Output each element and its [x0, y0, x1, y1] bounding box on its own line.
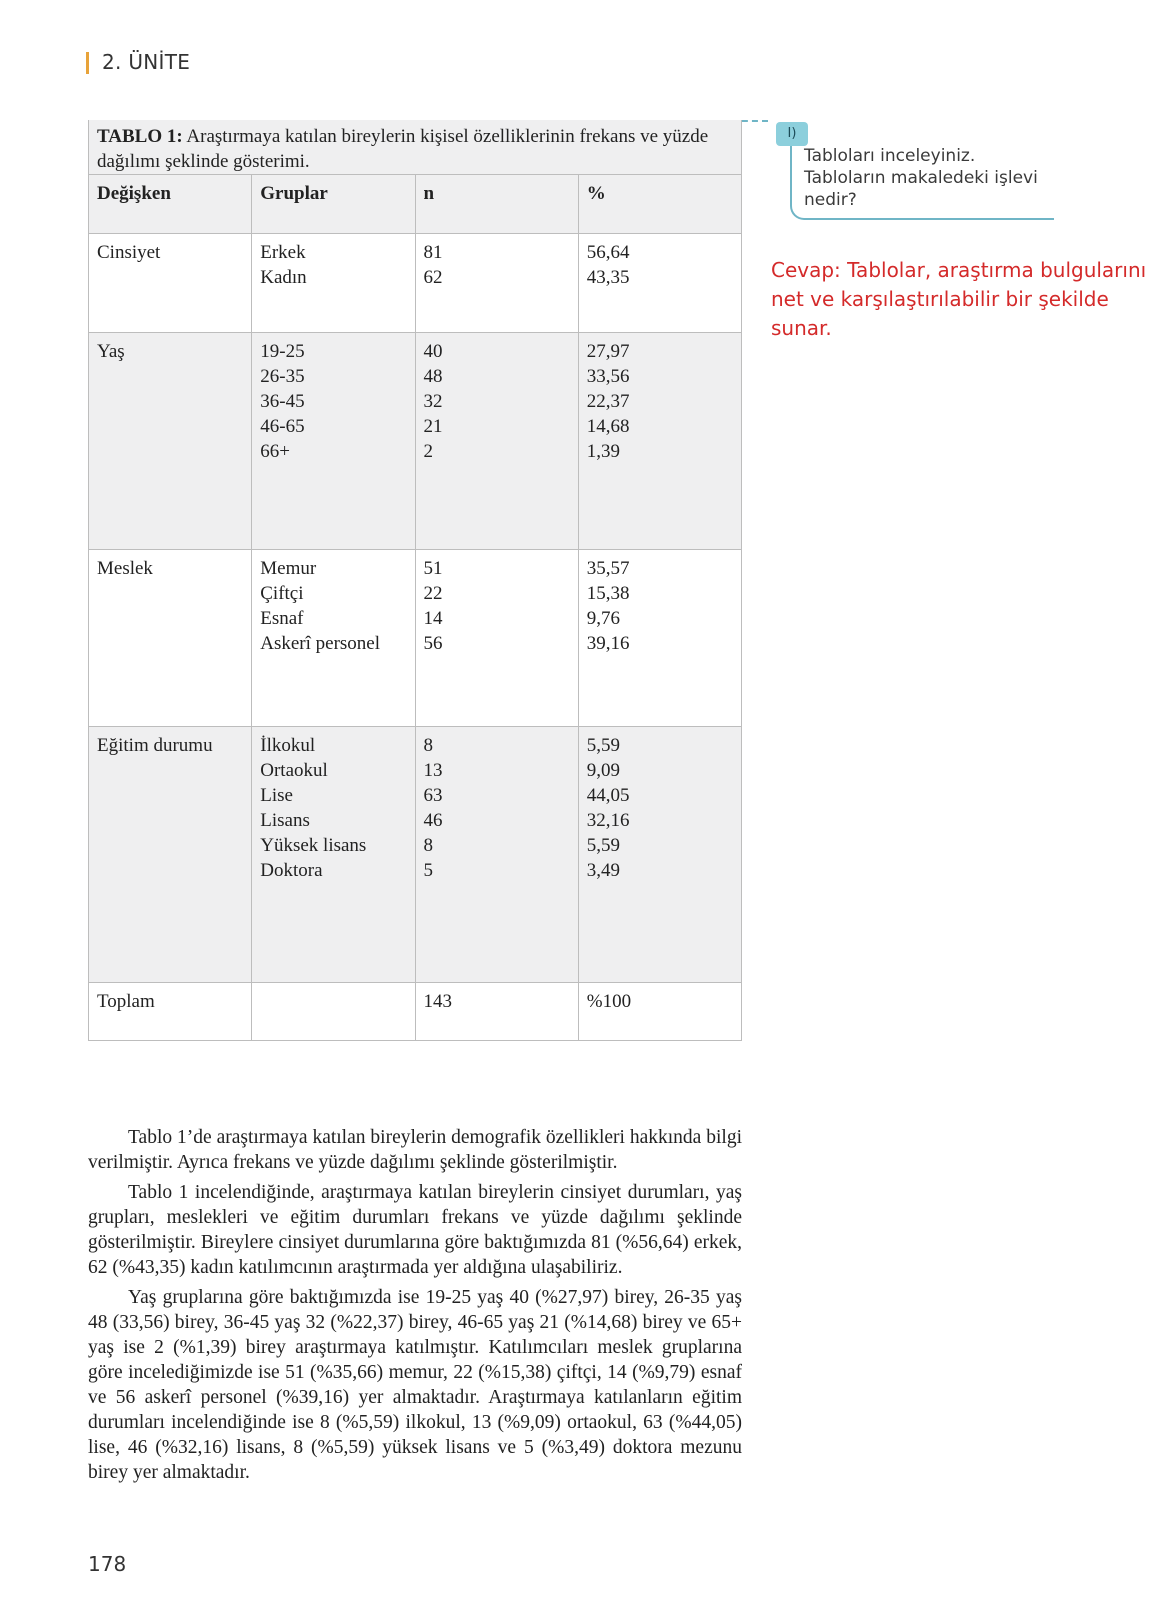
- n-value: 21: [423, 416, 443, 437]
- pct-value: 5,59: [586, 835, 620, 856]
- pct-value: 27,97: [586, 341, 630, 362]
- pct-value: 3,49: [586, 860, 620, 881]
- unit-header: 2. ÜNİTE: [102, 50, 191, 74]
- pct-value: 9,76: [586, 608, 620, 629]
- n-value: 46: [423, 810, 443, 831]
- pct-cell: [578, 727, 741, 983]
- variable-cell: Cinsiyet: [89, 234, 252, 333]
- demographics-table: [88, 120, 742, 1041]
- n-cell: [415, 550, 578, 727]
- group-value: 46-65: [260, 416, 305, 437]
- total-label: Toplam: [89, 983, 252, 1041]
- column-header: %: [578, 175, 741, 234]
- pct-cell: [578, 550, 741, 727]
- groups-cell: [252, 333, 415, 550]
- total-groups: [252, 983, 415, 1041]
- n-cell: [415, 333, 578, 550]
- groups-cell: [252, 550, 415, 727]
- paragraph: Tablo 1’de araştırmaya katılan bireylerin demografik özellikleri hakkında bilgi verilmiştir. Ayrıca frekans ve yüzde dağılımı şeklinde gösterilmiştir.: [88, 1127, 742, 1173]
- group-value: Lise: [260, 785, 293, 806]
- column-header: Değişken: [89, 175, 252, 234]
- n-value: 48: [423, 366, 443, 387]
- callout-line: Tabloların makaledeki işlevi: [804, 168, 1038, 188]
- group-value: Erkek: [260, 242, 306, 263]
- table-caption-label: TABLO 1:: [97, 126, 183, 147]
- n-value: 81: [423, 242, 443, 263]
- group-value: 19-25: [260, 341, 305, 362]
- group-value: Çiftçi: [260, 583, 304, 604]
- group-value: Kadın: [260, 267, 307, 288]
- n-cell: [415, 727, 578, 983]
- pct-value: 22,37: [586, 391, 630, 412]
- group-value: 66+: [260, 441, 290, 462]
- n-value: 22: [423, 583, 443, 604]
- table-row: [89, 550, 742, 727]
- column-header: Gruplar: [252, 175, 415, 234]
- variable-cell: Yaş: [89, 333, 252, 550]
- group-value: Memur: [260, 558, 317, 579]
- paragraph: Yaş gruplarına göre baktığımızda ise 19-25 yaş 40 (%27,97) birey, 26-35 yaş 48 (33,56) birey, 36-45 yaş 32 (%22,37) birey, 46-65 yaş 21 (%14,68) birey ve 65+ yaş ise 2 (%1,39) birey araştırmaya katılmıştır. Katılımcıları meslek gruplarına göre incelediğimizde ise 51 (%35,66) memur, 22 (%15,38) çiftçi, 14 (%9,79) esnaf ve 56 askerî personel (%39,16) yer almaktadır. Araştırmaya katılanların eğitim durumları incelendiğinde ise 8 (%5,59) ilkokul, 13 (%9,09) ortaokul, 63 (%44,05) lise, 46 (%32,16) lisans, 8 (%5,59) yüksek lisans ve 5 (%3,49) doktora mezunu birey yer almaktadır.: [88, 1287, 742, 1483]
- group-value: 36-45: [260, 391, 305, 412]
- table-header-row: [89, 175, 742, 234]
- pct-value: 1,39: [586, 441, 620, 462]
- n-value: 40: [423, 341, 443, 362]
- pct-value: 15,38: [586, 583, 630, 604]
- table-caption-text: Araştırmaya katılan bireylerin kişisel özelliklerinin frekans ve yüzde dağılımı şeklinde gösterimi.: [97, 126, 709, 172]
- group-value: İlkokul: [260, 735, 316, 756]
- n-value: 63: [423, 785, 443, 806]
- table-row: [89, 234, 742, 333]
- pct-value: 35,57: [586, 558, 630, 579]
- page-number: 178: [88, 1552, 127, 1576]
- answer-line: Cevap: Tablolar, araştırma bulgularını: [771, 258, 1147, 282]
- answer-text: [771, 256, 1151, 343]
- pct-value: 32,16: [586, 810, 630, 831]
- answer-line: sunar.: [771, 316, 832, 340]
- n-value: 8: [423, 835, 433, 856]
- table-row: [89, 727, 742, 983]
- n-value: 51: [423, 558, 443, 579]
- n-value: 5: [423, 860, 433, 881]
- data-table-container: [88, 120, 742, 1041]
- pct-value: 33,56: [586, 366, 630, 387]
- group-value: Esnaf: [260, 608, 304, 629]
- total-pct: %100: [578, 983, 741, 1041]
- table-total-row: [89, 983, 742, 1041]
- groups-cell: [252, 234, 415, 333]
- n-value: 62: [423, 267, 443, 288]
- pct-value: 14,68: [586, 416, 630, 437]
- pct-value: 9,09: [586, 760, 620, 781]
- paragraph: Tablo 1 incelendiğinde, araştırmaya katılan bireylerin cinsiyet durumları, yaş grupları, meslekleri ve eğitim durumları frekans ve yüzde dağılımı şeklinde gösterilmiştir. Bireylere cinsiyet durumlarına göre baktığımızda 81 (%56,64) erkek, 62 (%43,35) kadın katılımcının araştırmada yer aldığına ulaşabiliriz.: [88, 1182, 742, 1278]
- pct-value: 5,59: [586, 735, 620, 756]
- n-cell: [415, 234, 578, 333]
- body-text: [88, 1125, 742, 1490]
- table-row: [89, 333, 742, 550]
- group-value: Askerî personel: [260, 633, 381, 654]
- pct-cell: [578, 333, 741, 550]
- n-value: 2: [423, 441, 433, 462]
- group-value: Doktora: [260, 860, 323, 881]
- answer-line: net ve karşılaştırılabilir bir şekilde: [771, 287, 1109, 311]
- n-value: 14: [423, 608, 443, 629]
- pct-value: 43,35: [586, 267, 630, 288]
- pct-cell: [578, 234, 741, 333]
- group-value: Lisans: [260, 810, 310, 831]
- callout-line: Tabloları inceleyiniz.: [804, 146, 976, 166]
- pct-value: 56,64: [586, 242, 630, 263]
- n-value: 32: [423, 391, 443, 412]
- table-caption: [89, 120, 742, 175]
- total-n: 143: [415, 983, 578, 1041]
- callout-line: nedir?: [804, 190, 857, 210]
- group-value: 26-35: [260, 366, 305, 387]
- group-value: Ortaokul: [260, 760, 328, 781]
- pct-value: 44,05: [586, 785, 630, 806]
- n-value: 13: [423, 760, 443, 781]
- variable-cell: Meslek: [89, 550, 252, 727]
- n-value: 8: [423, 735, 433, 756]
- unit-accent-bar: [86, 52, 89, 74]
- group-value: Yüksek lisans: [260, 835, 367, 856]
- callout-question: [804, 145, 1054, 211]
- variable-cell: Eğitim durumu: [89, 727, 252, 983]
- n-value: 56: [423, 633, 443, 654]
- groups-cell: [252, 727, 415, 983]
- callout-badge: I): [776, 122, 808, 146]
- pct-value: 39,16: [586, 633, 630, 654]
- column-header: n: [415, 175, 578, 234]
